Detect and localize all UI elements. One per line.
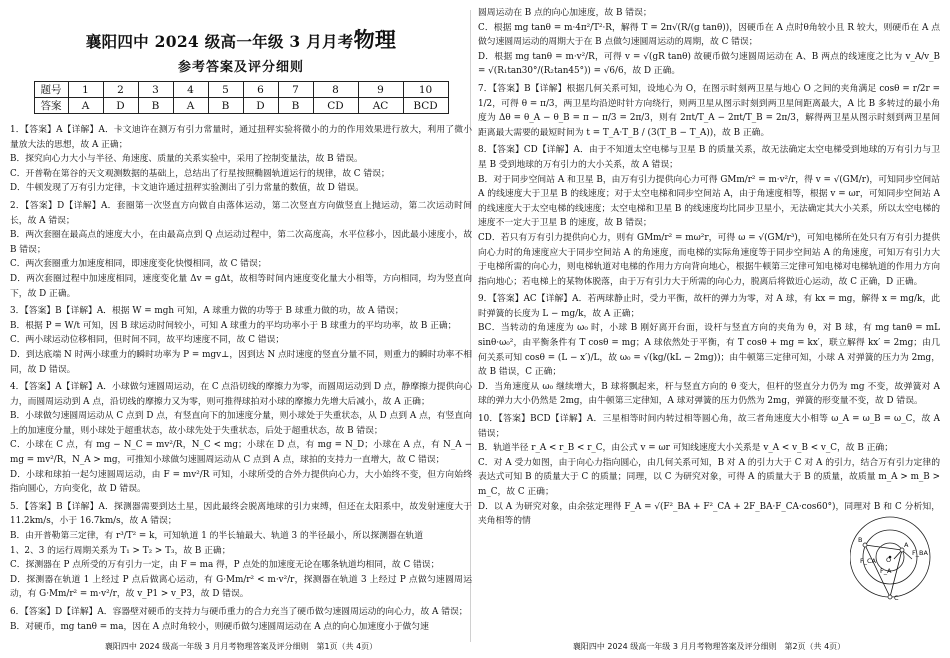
footer-left: 襄阳四中 2024 级高一年级 3 月月考物理答案及评分细则 第1页（共 4页） bbox=[104, 642, 378, 651]
answer-paragraph: BC．当转动的角速度为 ω₀ 时，小球 B 刚好离开台面，设杆与竖直方向的夹角为 θ，对 B 球，有 mg tanθ = mL sinθ·ω₀²，由平衡条件有 T cosθ = mg；A 球依然处于平衡，有 T cosθ + mg = kx′，联立解得 kx′ = 2mg；由几何关系可知 cosθ = (L − x′)/L，故 ω₀ = √(kg/(kL − 2mg))；由牛顿第三定律可知，小球 A 对弹簧的压力为 2mg，故 B 错误，C 正确； bbox=[478, 323, 940, 378]
table-answer-label: 答案 bbox=[34, 98, 68, 114]
table-cell: 1 bbox=[68, 82, 103, 98]
three-star-figure bbox=[850, 513, 938, 601]
table-cell: 8 bbox=[313, 82, 358, 98]
right-body-text bbox=[478, 6, 940, 529]
answer-paragraph: 3．【答案】B【详解】A．根据 W = mgh 可知，A 球重力做的功等于 B 球重力做的功，故 A 错误； bbox=[10, 306, 404, 317]
table-cell: 3 bbox=[138, 82, 173, 98]
answer-paragraph: 4．【答案】A【详解】A．小球做匀速圆周运动，在 C 点沿切线的摩擦力为零，而圆周运动到 D 点，静摩擦力提供向心力，而圆周运动到 A 点，沿切线的摩擦力又为零，则可推得球拍对小球的摩擦力先增大后减小，故 A 正确； bbox=[10, 382, 472, 407]
table-cell: B bbox=[208, 98, 243, 114]
answer-table-header-row bbox=[34, 82, 448, 98]
answer-paragraph: 9．【答案】AC【详解】A．若两球静止时，受力平衡，故杆的弹力为零，对 A 球，有 kx = mg，解得 x = mg/k，此时弹簧的长度为 L − mg/k，故 A 正确； bbox=[478, 294, 940, 319]
answer-paragraph: D．到达底端 N 时两小球重力的瞬时功率为 P = mgv⊥，因到达 N 点时速度的竖直分量不同，则重力的瞬时功率不相同，故 D 错误。 bbox=[10, 349, 472, 375]
table-header-label: 题号 bbox=[34, 82, 68, 98]
answer-paragraph: B．小球做匀速圆周运动从 C 点到 D 点，有竖直向下的加速度分量，则小球处于失重状态，从 D 点到 A 点，有竖直向上的加速度分量，则小球处于超重状态，故小球先处于失重状态，后处于超重状态，故 B 错误； bbox=[10, 411, 472, 436]
table-cell: D bbox=[243, 98, 278, 114]
table-cell: CD bbox=[313, 98, 358, 114]
table-cell: 2 bbox=[103, 82, 138, 98]
answer-paragraph: B．根据 P = W/t 可知，因 B 球运动时间较小，可知 A 球重力的平均功率小于 B 球重力的平均功率，故 B 正确； bbox=[10, 320, 457, 331]
label-b: B bbox=[858, 536, 863, 544]
answer-paragraph: CD．若只有万有引力提供向心力，则有 GMm/r² = mω²r，可得 ω = √(GM/r³)，可知电梯所在处只有万有引力提供向心力时的角速度应大于同步空间站 A 的角速度，而电梯的实际角速度等于同步空间站 A 的角速度，可知万有引力大于电梯所需的向心力，则电梯轨道对电梯的作用力方向背向地心，根据牛顿第三定律可知电梯对电梯轨道的作用力方向指向地心；若电梯上的某物体脱落，由于万有引力大于所需的向心力，脱离后将做近心运动，故 C 正确，D 正确。 bbox=[478, 232, 940, 287]
page-subtitle: 参考答案及评分细则 bbox=[177, 60, 304, 75]
table-cell: A bbox=[68, 98, 103, 114]
answer-paragraph: 1、2、3 的运行周期关系为 T₁ > T₂ > T₃，故 B 正确； bbox=[10, 545, 231, 556]
table-cell: A bbox=[173, 98, 208, 114]
answer-paragraph: D．根据 mg tanθ = m·v²/R，可得 v = √(gR tanθ) 故硬币做匀速圆周运动在 A、B 两点的线速度之比为 v_A/v_B = √(R₁tan30°/(R₂tan45°)) = √6/6，故 D 正确。 bbox=[478, 51, 940, 77]
label-o: O bbox=[886, 556, 892, 564]
answer-paragraph: 8．【答案】CD【详解】A．由于不知道太空电梯与卫星 B 的质量关系，故无法确定太空电梯受到地球的万有引力与卫星 B 受到地球的万有引力的大小关系，故 A 错误； bbox=[478, 145, 940, 170]
label-fa: F_A bbox=[880, 567, 892, 575]
answer-paragraph: 1．【答案】A【详解】A．卡文迪许在测万有引力常量时，通过扭秤实验将微小的力的作用效果进行放大，利用了微小量放大法的思想，故 A 正确； bbox=[10, 125, 472, 150]
answer-paragraph: D．以 A 为研究对象，由余弦定理得 F_A = √(F²_BA + F²_CA + 2F_BA·F_CA·cos60°)，同理对 B 和 C 分析知，夹角相等的情 bbox=[478, 501, 940, 527]
footer-right: 襄阳四中 2024 级高一年级 3 月月考物理答案及评分细则 第2页（共 4页） bbox=[572, 642, 846, 651]
answer-paragraph: C．两小球运动位移相同，但时间不同，故平均速度不同，故 C 错误； bbox=[10, 335, 285, 346]
answer-paragraph: 圆周运动在 B 点的向心加速度，故 B 错误； bbox=[478, 8, 652, 18]
answer-paragraph: C．两次套圈重力加速度相同，即速度变化快慢相同，故 C 错误； bbox=[10, 259, 267, 270]
answer-paragraph: C．对 A 受力如图，由于向心力指向圆心，由几何关系可知，B 对 A 的引力大于 C 对 A 的引力，结合万有引力定律的表达式可知 B 的质量大于 C 的质量；同理，以 C 为研究对象，可得 A 的质量大于 B 的质量，故质量 m_A > m_B > m_C，故 C 正确； bbox=[478, 457, 940, 497]
answer-paragraph: D．牛顿发现了万有引力定律，卡文迪许通过扭秤实验测出了引力常量的数值，故 D 错误。 bbox=[10, 183, 364, 194]
answer-paragraph: C．小球在 C 点，有 mg − N_C = mv²/R，N_C < mg；小球在 D 点，有 mg = N_D；小球在 A 点，有 N_A − mg = mv²/R，N_A > mg，可推知小球做匀速圆周运动从 C 点到 A 点，球拍的支持力一直增大，故 C 错误； bbox=[10, 440, 472, 466]
table-cell: B bbox=[278, 98, 313, 114]
answer-table-answer-row bbox=[34, 98, 448, 114]
title-subject: 物理 bbox=[353, 27, 397, 52]
answer-paragraph: B．轨道半径 r_A < r_B < r_C，由公式 v = ωr 可知线速度大小关系是 v_A < v_B < v_C，故 B 正确； bbox=[478, 443, 894, 454]
table-cell: 6 bbox=[243, 82, 278, 98]
answer-paragraph: D．当角速度从 ω₀ 继续增大，B 球将飘起来，杆与竖直方向的 θ 变大，但杆的竖直分力仍为 mg 不变，故弹簧对 A 球的弹力大小仍然是 2mg，由牛顿第三定律知，A 球对弹簧的压力仍然为 2mg，弹簧的形变量不变，故 D 错误。 bbox=[478, 381, 940, 407]
label-fba: F_BA bbox=[912, 549, 928, 557]
answer-paragraph: 6．【答案】D【详解】A．容器壁对硬币的支持力与硬币重力的合力充当了硬币做匀速圆周运动的向心力，故 A 错误； bbox=[10, 607, 468, 617]
table-cell: 10 bbox=[403, 82, 448, 98]
answer-paragraph: C．根据 mg tanθ = m·4π²/T²·R，解得 T = 2π√(R/(g tanθ))，因硬币在 A 点时θ角较小且 R 较大，则硬币在 A 点做匀速圆周运动的周期大于在 B 点做匀速圆周运动的周期，故 C 错误； bbox=[478, 22, 940, 48]
table-cell: 9 bbox=[358, 82, 403, 98]
table-cell: 4 bbox=[173, 82, 208, 98]
table-cell: B bbox=[138, 98, 173, 114]
answer-paragraph: B．对硬币，mg tanθ = ma，因在 A 点时角较小，则硬币做匀速圆周运动在 A 点的向心加速度小于做匀速 bbox=[10, 621, 429, 632]
answer-paragraph: B．对于同步空间站 A 和卫星 B，由万有引力提供向心力可得 GMm/r² = m·v²/r，得 v = √(GM/r)，可知同步空间站 A 的线速度大于卫星 B 的线速度；对于太空电梯和同步空间站 A，由于角速度相等，根据 v = ωr，可知同步空间站 A 的线速度大于太空电梯的线速度；太空电梯和卫星 B 的线速度均比同步卫星小，无法确定其大小关系，所以太空电梯的速度不一定大于卫星 B 的速度，故 B 错误； bbox=[478, 174, 940, 229]
table-cell: D bbox=[103, 98, 138, 114]
table-cell: 7 bbox=[278, 82, 313, 98]
title-prefix: 襄阳四中 2024 级高一年级 3 月月考 bbox=[85, 32, 354, 51]
left-column bbox=[10, 0, 472, 658]
answer-paragraph: D．小球和球拍一起匀速圆周运动，由 F = mv²/R 可知，小球所受的合外力提供向心力，大小始终不变，但方向始终指向圆心，方向变化，故 D 错误。 bbox=[10, 469, 472, 495]
answer-paragraph: 10．【答案】BCD【详解】A．三星相等时间内转过相等圆心角，故三者角速度大小相等 ω_A = ω_B = ω_C，故 A 错误； bbox=[478, 414, 940, 439]
label-c: C bbox=[894, 594, 899, 601]
table-cell: 5 bbox=[208, 82, 243, 98]
right-column bbox=[478, 0, 940, 658]
star-c bbox=[888, 595, 892, 599]
table-cell: BCD bbox=[403, 98, 448, 114]
label-fca: F_CA bbox=[860, 557, 876, 565]
answer-paragraph: B．探究向心力大小与半径、角速度、质量的关系实验中，采用了控制变量法，故 B 错误。 bbox=[10, 154, 363, 165]
label-a: A bbox=[904, 541, 909, 549]
answer-paragraph: 7．【答案】B【详解】根据几何关系可知，设地心为 O，在图示时刻两卫星与地心 O 之间的夹角满足 cosθ = r/2r = 1/2，可得 θ = π/3，两卫星均沿逆时针方向绕行，则两卫星从图示时刻到两卫星间距离最大，A 比 B 多转过的最小角度为 Δθ = θ_A − θ_B = π − π/3 = 2π/3，则有 2πt/T_A − 2πt/T_B = 2π/3，解得两卫星从图示时刻到两卫星间距离最大需要的最短时间为 t = T_A·T_B / (3(T_B − T_A))，故 B 正确。 bbox=[478, 83, 940, 138]
answer-paragraph: C．探测器在 P 点所受的万有引力一定，由 F = ma 得，P 点处的加速度无论在哪条轨道均相同，故 C 错误； bbox=[10, 560, 440, 571]
answer-paragraph: D．探测器在轨道 1 上经过 P 点后做离心运动，有 G·Mm/r² < m·v²/r，探测器在轨道 3 上经过 P 点做匀速圆周运动，有 G·Mm/r² = m·v²/r，故 v_P1 > v_P3，故 D 错误。 bbox=[10, 574, 472, 600]
answer-paragraph: B．由开普勒第三定律，有 r³/T² = k，可知轨道 1 的半长轴最大、轨道 3 的半径最小，所以探测器在轨道 bbox=[10, 531, 424, 542]
answer-paragraph: D．两次套圈过程中加速度相同，速度变化量 Δv = gΔt，故相等时间内速度变化量大小相等，方向相同，均为竖直向下，故 D 正确。 bbox=[10, 273, 472, 299]
line-ab bbox=[865, 545, 902, 550]
left-body-text bbox=[10, 123, 472, 634]
answer-paragraph: 5．【答案】B【详解】A．探测器需要到达土星，因此最终会脱离地球的引力束缚，但还在太阳系中，故发射速度大于 11.2km/s，小于 16.7km/s，故 A 错误； bbox=[10, 501, 472, 527]
answer-paragraph: B．两次套圈在最高点的速度大小，在由最高点到 Q 点运动过程中，第二次高度高，水平位移小，因此最小速度小，故 B 错误； bbox=[10, 230, 472, 255]
answer-table bbox=[34, 81, 449, 114]
table-cell: AC bbox=[358, 98, 403, 114]
page-title bbox=[10, 24, 472, 54]
star-b bbox=[863, 543, 867, 547]
answer-paragraph: C．开普勒在第谷的天文观测数据的基础上，总结出了行星按照椭圆轨道运行的规律，故 C 错误； bbox=[10, 168, 390, 179]
answer-paragraph: 2．【答案】D【详解】A．套圈第一次竖直方向做自由落体运动，第二次竖直方向做竖直上抛运动，第二次运动时间长，故 A 错误； bbox=[10, 200, 472, 226]
